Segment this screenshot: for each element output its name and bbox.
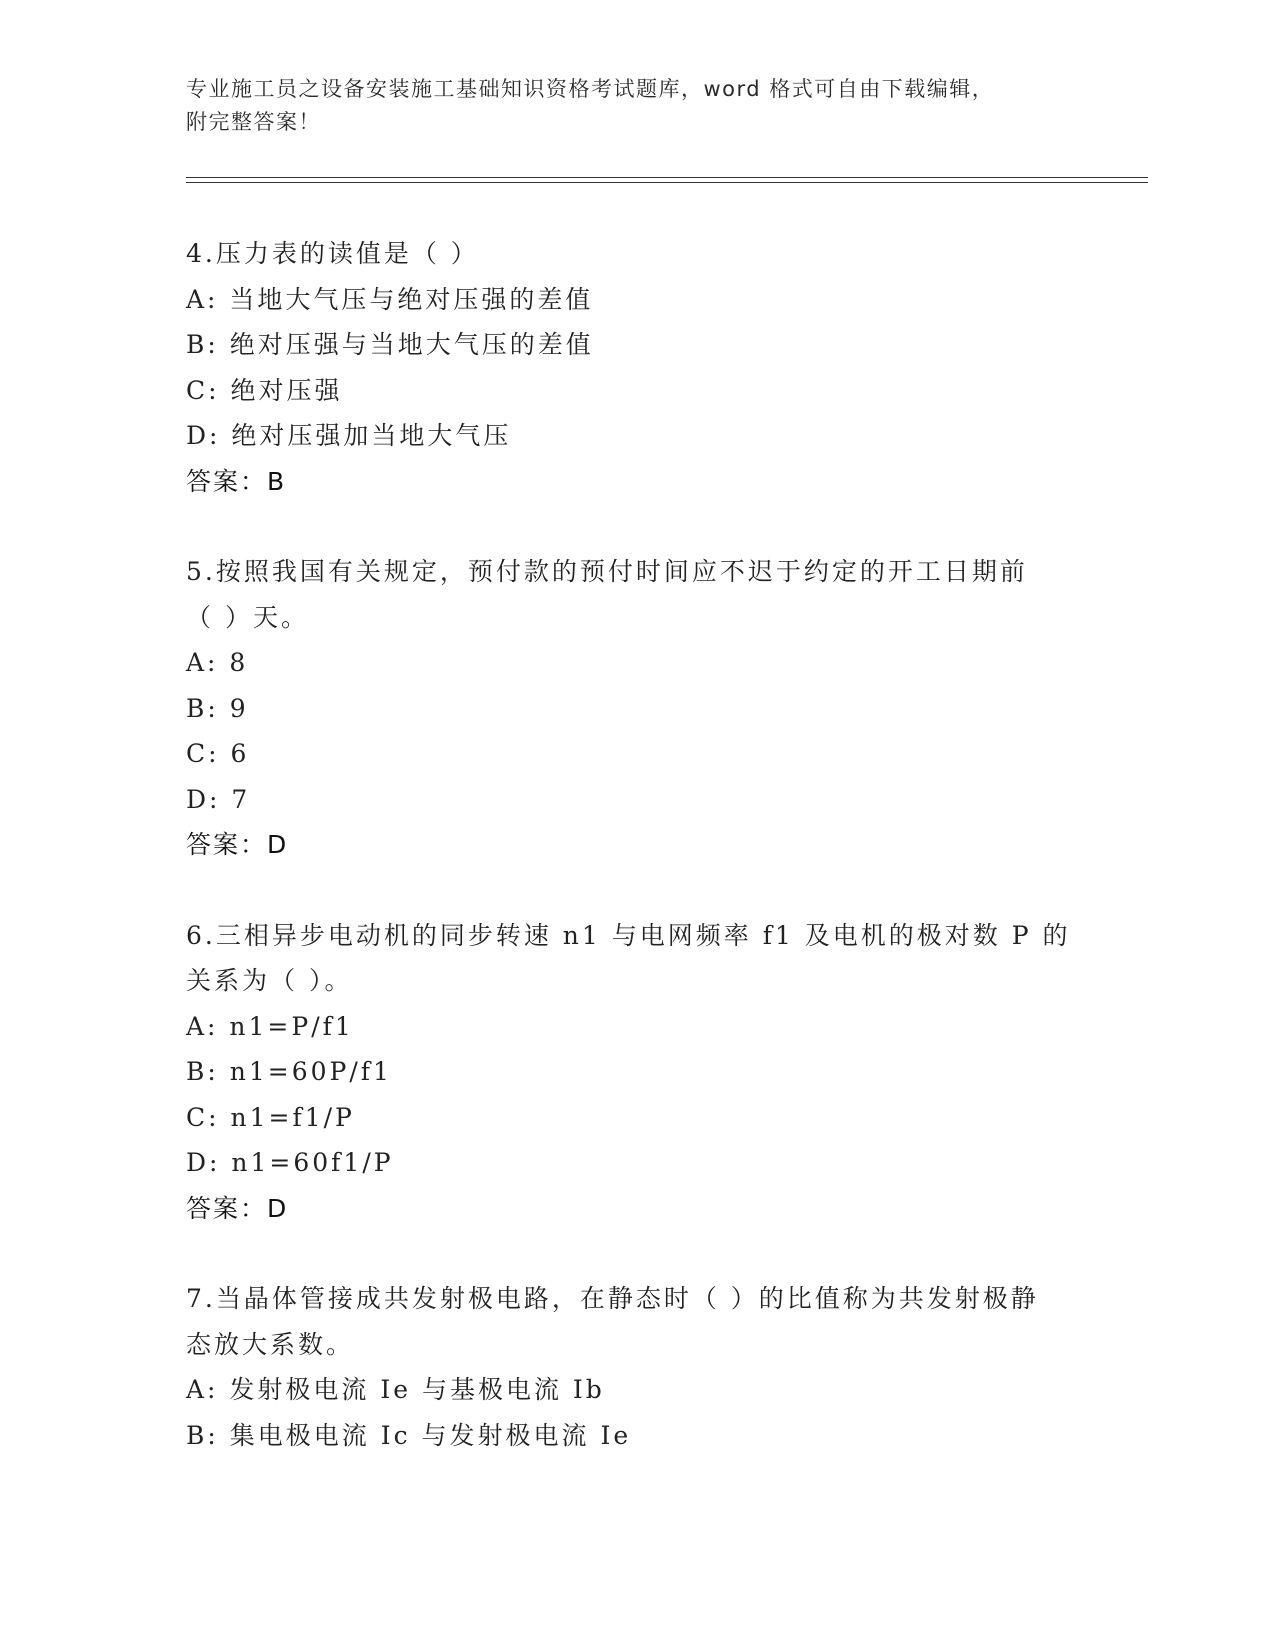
option-a: A: n1=P/f1 (186, 1011, 354, 1041)
question-stem: 4.压力表的读值是（ ） (186, 239, 479, 268)
question-5 (186, 549, 1066, 868)
question-stem-continued: 关系为（ ）。 (186, 966, 353, 995)
option-d: D: 7 (186, 784, 251, 814)
option-d: D: 绝对压强加当地大气压 (186, 421, 512, 450)
question-list (186, 231, 1071, 1503)
question-stem: 6.三相异步电动机的同步转速 n1 与电网频率 f1 及电机的极对数 P 的 (186, 920, 1071, 950)
option-a: A: 8 (186, 648, 249, 677)
question-stem-continued: 态放大系数。 (186, 1329, 355, 1359)
option-b: B: 绝对压强与当地大气压的差值 (186, 330, 594, 359)
header-line-1: 专业施工员之设备安装施工基础知识资格考试题库，word 格式可自由下载编辑， (186, 77, 995, 101)
option-b: B: 集电极电流 Ic 与发射极电流 Ie (186, 1420, 632, 1450)
option-c: C: 绝对压强 (186, 375, 343, 405)
option-d: D: n1=60f1/P (186, 1148, 394, 1177)
question-stem: 7.当晶体管接成共发射极电路，在静态时（ ）的比值称为共发射极静 (186, 1284, 1039, 1313)
option-b: B: n1=60P/f1 (186, 1057, 392, 1086)
answer-label: 答案：D (186, 1193, 289, 1223)
option-a: A: 发射极电流 Ie 与基极电流 Ib (186, 1375, 605, 1404)
question-stem-continued: （ ）天。 (186, 602, 309, 632)
answer-label: 答案：D (186, 830, 289, 859)
header-divider-bottom (186, 182, 1148, 183)
header-line-2: 附完整答案！ (186, 110, 321, 134)
option-b: B: 9 (186, 693, 249, 723)
answer-label: 答案：B (186, 466, 287, 496)
page-header (186, 73, 1066, 139)
option-c: C: 6 (186, 739, 250, 768)
question-6 (186, 913, 1071, 1232)
question-7 (186, 1276, 1066, 1458)
option-a: A: 当地大气压与绝对压强的差值 (186, 284, 594, 314)
header-divider-top (186, 177, 1148, 178)
question-stem: 5.按照我国有关规定，预付款的预付时间应不迟于约定的开工日期前 (186, 557, 1028, 586)
question-4 (186, 231, 1066, 504)
option-c: C: n1=f1/P (186, 1102, 355, 1132)
